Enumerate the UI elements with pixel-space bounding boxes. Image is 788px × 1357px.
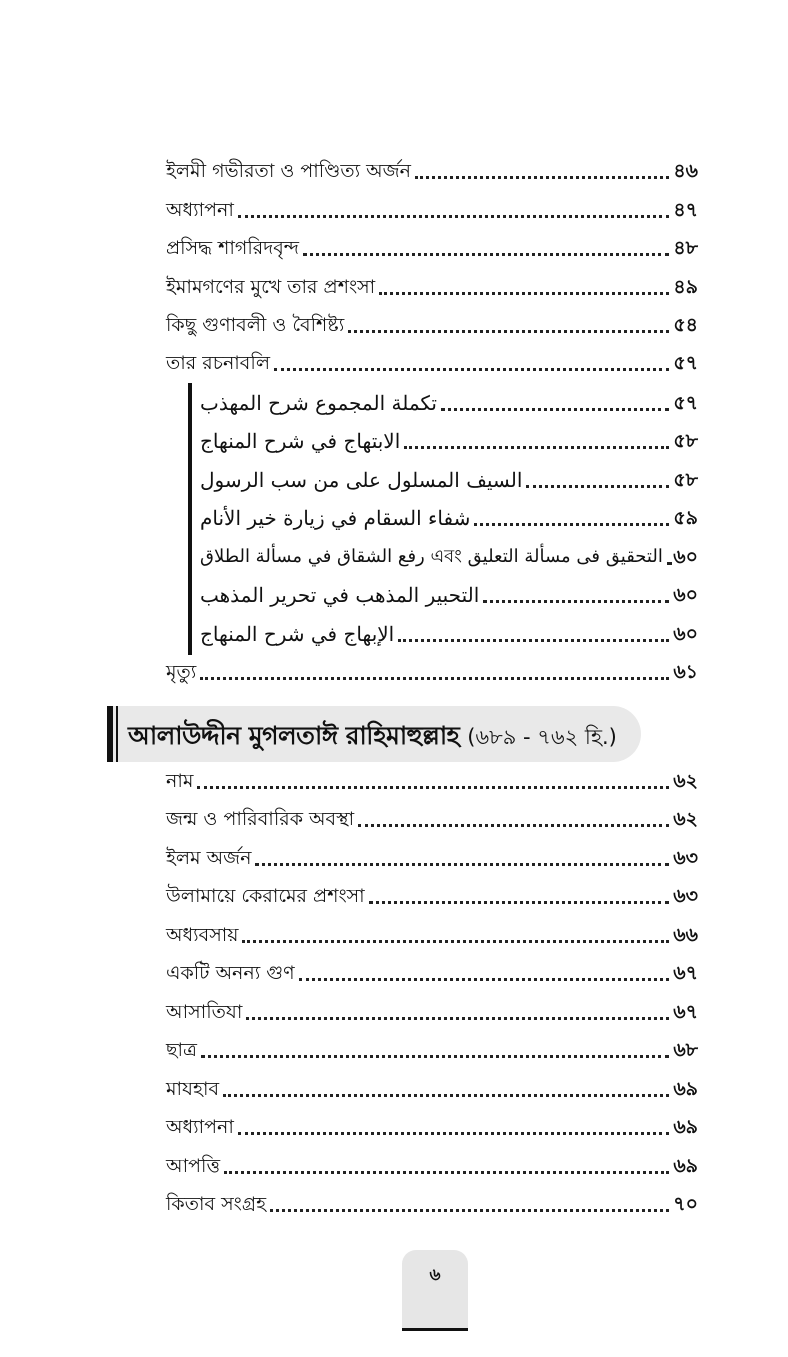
toc-entry[interactable] <box>166 958 698 988</box>
toc-entry[interactable] <box>166 310 698 340</box>
dot-leader <box>526 485 669 488</box>
toc-entry[interactable] <box>166 920 698 950</box>
toc-entry[interactable] <box>166 1189 698 1219</box>
toc-entry-page: ৬৬ <box>673 924 698 946</box>
toc-entry[interactable] <box>166 1035 698 1065</box>
toc-entry-page: ৫৮ <box>673 430 698 452</box>
toc-entry-page: ৫৮ <box>673 469 698 491</box>
dot-leader <box>303 253 669 256</box>
toc-entry-title: الإبهاج في شرح المنهاج <box>200 622 395 646</box>
toc-entry-title: অধ্যাপনা <box>166 1116 234 1138</box>
toc-entry-page: ৬২ <box>673 770 698 792</box>
toc-entry-page: ৫৯ <box>673 507 698 529</box>
toc-entry-page: ৪৭ <box>673 199 698 221</box>
toc-entry-title: তার রচনাবলি <box>166 352 270 374</box>
toc-entry[interactable] <box>166 233 698 263</box>
dot-leader <box>369 901 670 904</box>
toc-entry[interactable] <box>166 156 698 186</box>
toc-subentry[interactable] <box>200 619 698 649</box>
toc-entry[interactable] <box>166 1112 698 1142</box>
dot-leader <box>270 1209 669 1212</box>
toc-entry-page: ৬০ <box>673 584 698 606</box>
toc-entry[interactable] <box>166 766 698 796</box>
toc-entry-title: ইলম অর্জন <box>166 847 252 869</box>
toc-entry-page: ৬১ <box>673 661 698 683</box>
dot-leader <box>200 677 669 680</box>
toc-entry-title: কিতাব সংগ্রহ <box>166 1193 267 1215</box>
toc-entry-title: تكملة المجموع شرح المهذب <box>200 391 438 415</box>
toc-entry[interactable] <box>166 1074 698 1104</box>
toc-entry[interactable] <box>166 997 698 1027</box>
toc-entry-page: ৬০ <box>673 546 698 568</box>
page-number-underline <box>402 1328 468 1331</box>
toc-subentry[interactable] <box>200 465 698 495</box>
toc-subentry[interactable] <box>200 580 698 610</box>
toc-entry-title: মাযহাব <box>166 1078 220 1100</box>
toc-entry-title: একটি অনন্য গুণ <box>166 962 295 984</box>
toc-entry-page: ৬৯ <box>673 1155 698 1177</box>
toc-entry-title: التحقيق فى مسألة التعليق এবং رفع الشقاق في مسألة الطلاق <box>200 546 663 567</box>
toc-entry-title: شفاء السقام في زيارة خير الأنام <box>200 506 471 530</box>
toc-entry-title: জন্ম ও পারিবারিক অবস্থা <box>166 808 355 830</box>
toc-entry-page: ৫৭ <box>673 392 698 414</box>
toc-entry-page: ৬৭ <box>673 1001 698 1023</box>
toc-entry-title: অধ্যবসায় <box>166 924 239 946</box>
toc-entry-title: মৃত্যু <box>166 661 197 683</box>
section-years: (৬৮৯ - ৭৬২ হি.) <box>467 725 617 749</box>
toc-entry-title: কিছু গুণাবলী ও বৈশিষ্ট্য <box>166 314 345 336</box>
section-title: আলাউদ্দীন মুগলতাঈ রাহিমাহুল্লাহ <box>128 721 460 750</box>
toc-entry-title: আপত্তি <box>166 1155 221 1177</box>
toc-entry[interactable] <box>166 195 698 225</box>
dot-leader <box>404 446 669 449</box>
dot-leader <box>398 639 669 642</box>
toc-entry-page: ৪৮ <box>673 237 698 259</box>
toc-subentry[interactable] <box>200 388 698 418</box>
dot-leader <box>238 215 669 218</box>
toc-entry-page: ৬৮ <box>673 1039 698 1061</box>
toc-entry-title: ইমামগণের মুখে তার প্রশংসা <box>166 276 376 298</box>
dot-leader <box>415 176 669 179</box>
page-number: ৬ <box>429 1265 441 1285</box>
toc-entry-title: ছাত্র <box>166 1039 197 1061</box>
toc-entry[interactable] <box>166 272 698 302</box>
dot-leader <box>246 1017 669 1020</box>
sublist-marker-bar <box>188 383 192 655</box>
section-header-bar <box>107 706 113 762</box>
toc-entry[interactable] <box>166 804 698 834</box>
toc-entry-page: ৬৩ <box>673 847 698 869</box>
toc-entry[interactable] <box>166 657 698 687</box>
toc-entry-title: ইলমী গভীরতা ও পাণ্ডিত্য অর্জন <box>166 160 411 182</box>
dot-leader <box>483 600 669 603</box>
dot-leader <box>379 292 669 295</box>
toc-entry-page: ৬২ <box>673 808 698 830</box>
toc-entry-page: ৬৩ <box>673 885 698 907</box>
dot-leader <box>238 1132 669 1135</box>
toc-entry-title: الابتهاج في شرح المنهاج <box>200 429 401 453</box>
toc-entry[interactable] <box>166 1151 698 1181</box>
toc-entry-title: التحبير المذهب في تحرير المذهب <box>200 583 480 607</box>
toc-entry-page: ৬০ <box>673 623 698 645</box>
dot-leader <box>223 1094 669 1097</box>
toc-entry-page: ৬৯ <box>673 1078 698 1100</box>
toc-entry-page: ৬৯ <box>673 1116 698 1138</box>
toc-entry-title: السيف المسلول على من سب الرسول <box>200 468 523 492</box>
toc-entry-page: ৪৯ <box>673 276 698 298</box>
section-header-bar-thin <box>116 706 118 762</box>
toc-entry-title: উলামায়ে কেরামের প্রশংসা <box>166 885 365 907</box>
dot-leader <box>242 940 669 943</box>
toc-subentry[interactable] <box>200 542 698 572</box>
dot-leader <box>274 368 669 371</box>
toc-entry-page: ৬৭ <box>673 962 698 984</box>
section-header <box>128 716 617 756</box>
dot-leader <box>255 863 669 866</box>
toc-subentry[interactable] <box>200 426 698 456</box>
dot-leader <box>201 1055 669 1058</box>
dot-leader <box>474 523 669 526</box>
dot-leader <box>197 786 669 789</box>
dot-leader <box>224 1171 669 1174</box>
toc-entry[interactable] <box>166 348 698 378</box>
dot-leader <box>348 330 669 333</box>
toc-entry-page: ৫৭ <box>673 352 698 374</box>
toc-entry-title: অধ্যাপনা <box>166 199 234 221</box>
dot-leader <box>358 824 669 827</box>
toc-entry-title: আসাতিযা <box>166 1001 243 1023</box>
dot-leader <box>441 408 669 411</box>
dot-leader <box>299 978 670 981</box>
toc-entry-page: ৪৬ <box>673 160 698 182</box>
toc-entry-page: ৭০ <box>673 1193 698 1215</box>
toc-subentry[interactable] <box>200 503 698 533</box>
toc-entry[interactable] <box>166 881 698 911</box>
toc-entry[interactable] <box>166 843 698 873</box>
toc-entry-title: নাম <box>166 770 194 792</box>
toc-entry-title: প্রসিদ্ধ শাগরিদবৃন্দ <box>166 237 300 259</box>
toc-entry-page: ৫৪ <box>673 314 698 336</box>
dot-leader <box>667 562 669 565</box>
